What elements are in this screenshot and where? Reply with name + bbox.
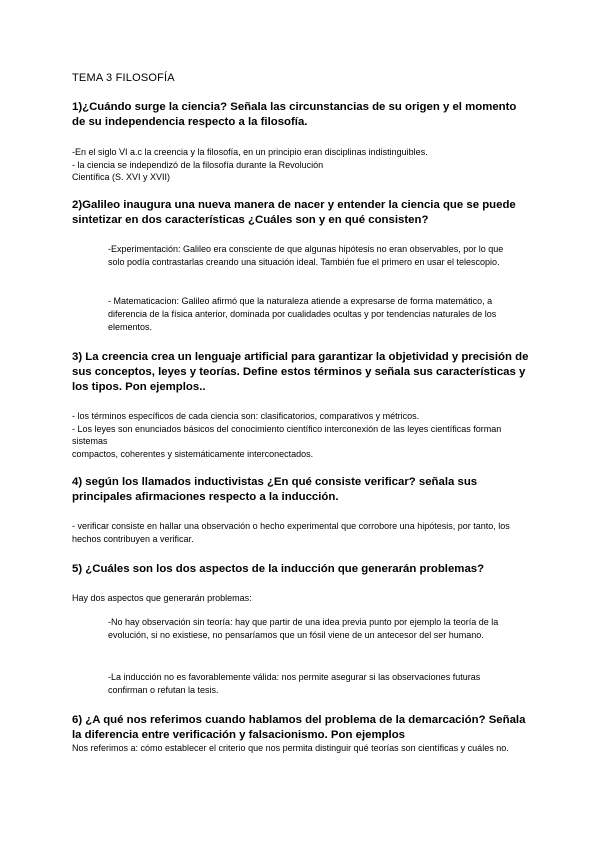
question-2: 2)Galileo inaugura una nueva manera de nacer y entender la ciencia que se puede sintetizar en dos características ¿Cuáles son y en qué consisten? [72, 199, 516, 226]
answer-5-point-1: -No hay observación sin teoría: hay que partir de una idea previa punto por ejemplo la teoría de la evolución, si no existiese, no pensaríamos que un fósil viene de un antecesor del ser humano. [108, 617, 499, 641]
question-5: 5) ¿Cuáles son los dos aspectos de la inducción que generarán problemas? [72, 563, 485, 575]
answer-5-intro: Hay dos aspectos que generarán problemas: [72, 593, 252, 603]
answer-2-matematizacion: - Matematicacion: Galileo afirmó que la naturaleza atiende a expresarse de forma matemático, a diferencia de la física anterior, dominada por cualidades ocultas y por tendencias naturales de los elementos. [108, 296, 497, 333]
question-1: 1)¿Cuándo surge la ciencia? Señala las circunstancias de su origen y el momento de su independencia respecto a la filosofía. [72, 101, 517, 128]
answer-2-experimentacion: -Experimentación: Galileo era consciente de que algunas hipótesis no eran observables, por lo que solo podía contrastarlas creando una situación ideal. También fue el primero en usar el telescopio. [108, 244, 504, 268]
question-3: 3) La creencia crea un lenguaje artificial para garantizar la objetividad y precisión de sus conceptos, leyes y teorías. Define estos términos y señala sus características y los tipos. Pon ejemplos.. [72, 351, 529, 393]
answer-3: - los términos específicos de cada ciencia son: clasificatorios, comparativos y métricos. - Los leyes son enunciados básicos del conocimiento científico interconexión de las leyes científicas forman sistemas compactos, coherentes y sistemáticamente interconectados. [72, 411, 502, 459]
answer-5-point-2: -La inducción no es favorablemente válida: nos permite asegurar si las observaciones futuras confirman o refutan la tesis. [108, 672, 481, 696]
document-title: TEMA 3 FILOSOFÍA [72, 72, 175, 84]
answer-4: - verificar consiste en hallar una observación o hecho experimental que corrobore una hipótesis, por tanto, los hechos contribuyen a verificar. [72, 521, 510, 544]
question-4: 4) según los llamados inductivistas ¿En qué consiste verificar? señala sus principales afirmaciones respecto a la inducción. [72, 476, 478, 503]
question-6: 6) ¿A qué nos referimos cuando hablamos del problema de la demarcación? Señala la diferencia entre verificación y falsacionismo. Pon ejemplos [72, 714, 526, 741]
answer-1: -En el siglo VI a.c la creencia y la filosofía, en un principio eran disciplinas indistinguibles. - la ciencia se independizó de la filosofía durante la Revolución Científica (S. XVI y XVII) [72, 147, 428, 182]
answer-6: Nos referimos a: cómo establecer el criterio que nos permita distinguir qué teorías son científicas y cuáles no. [72, 743, 509, 753]
